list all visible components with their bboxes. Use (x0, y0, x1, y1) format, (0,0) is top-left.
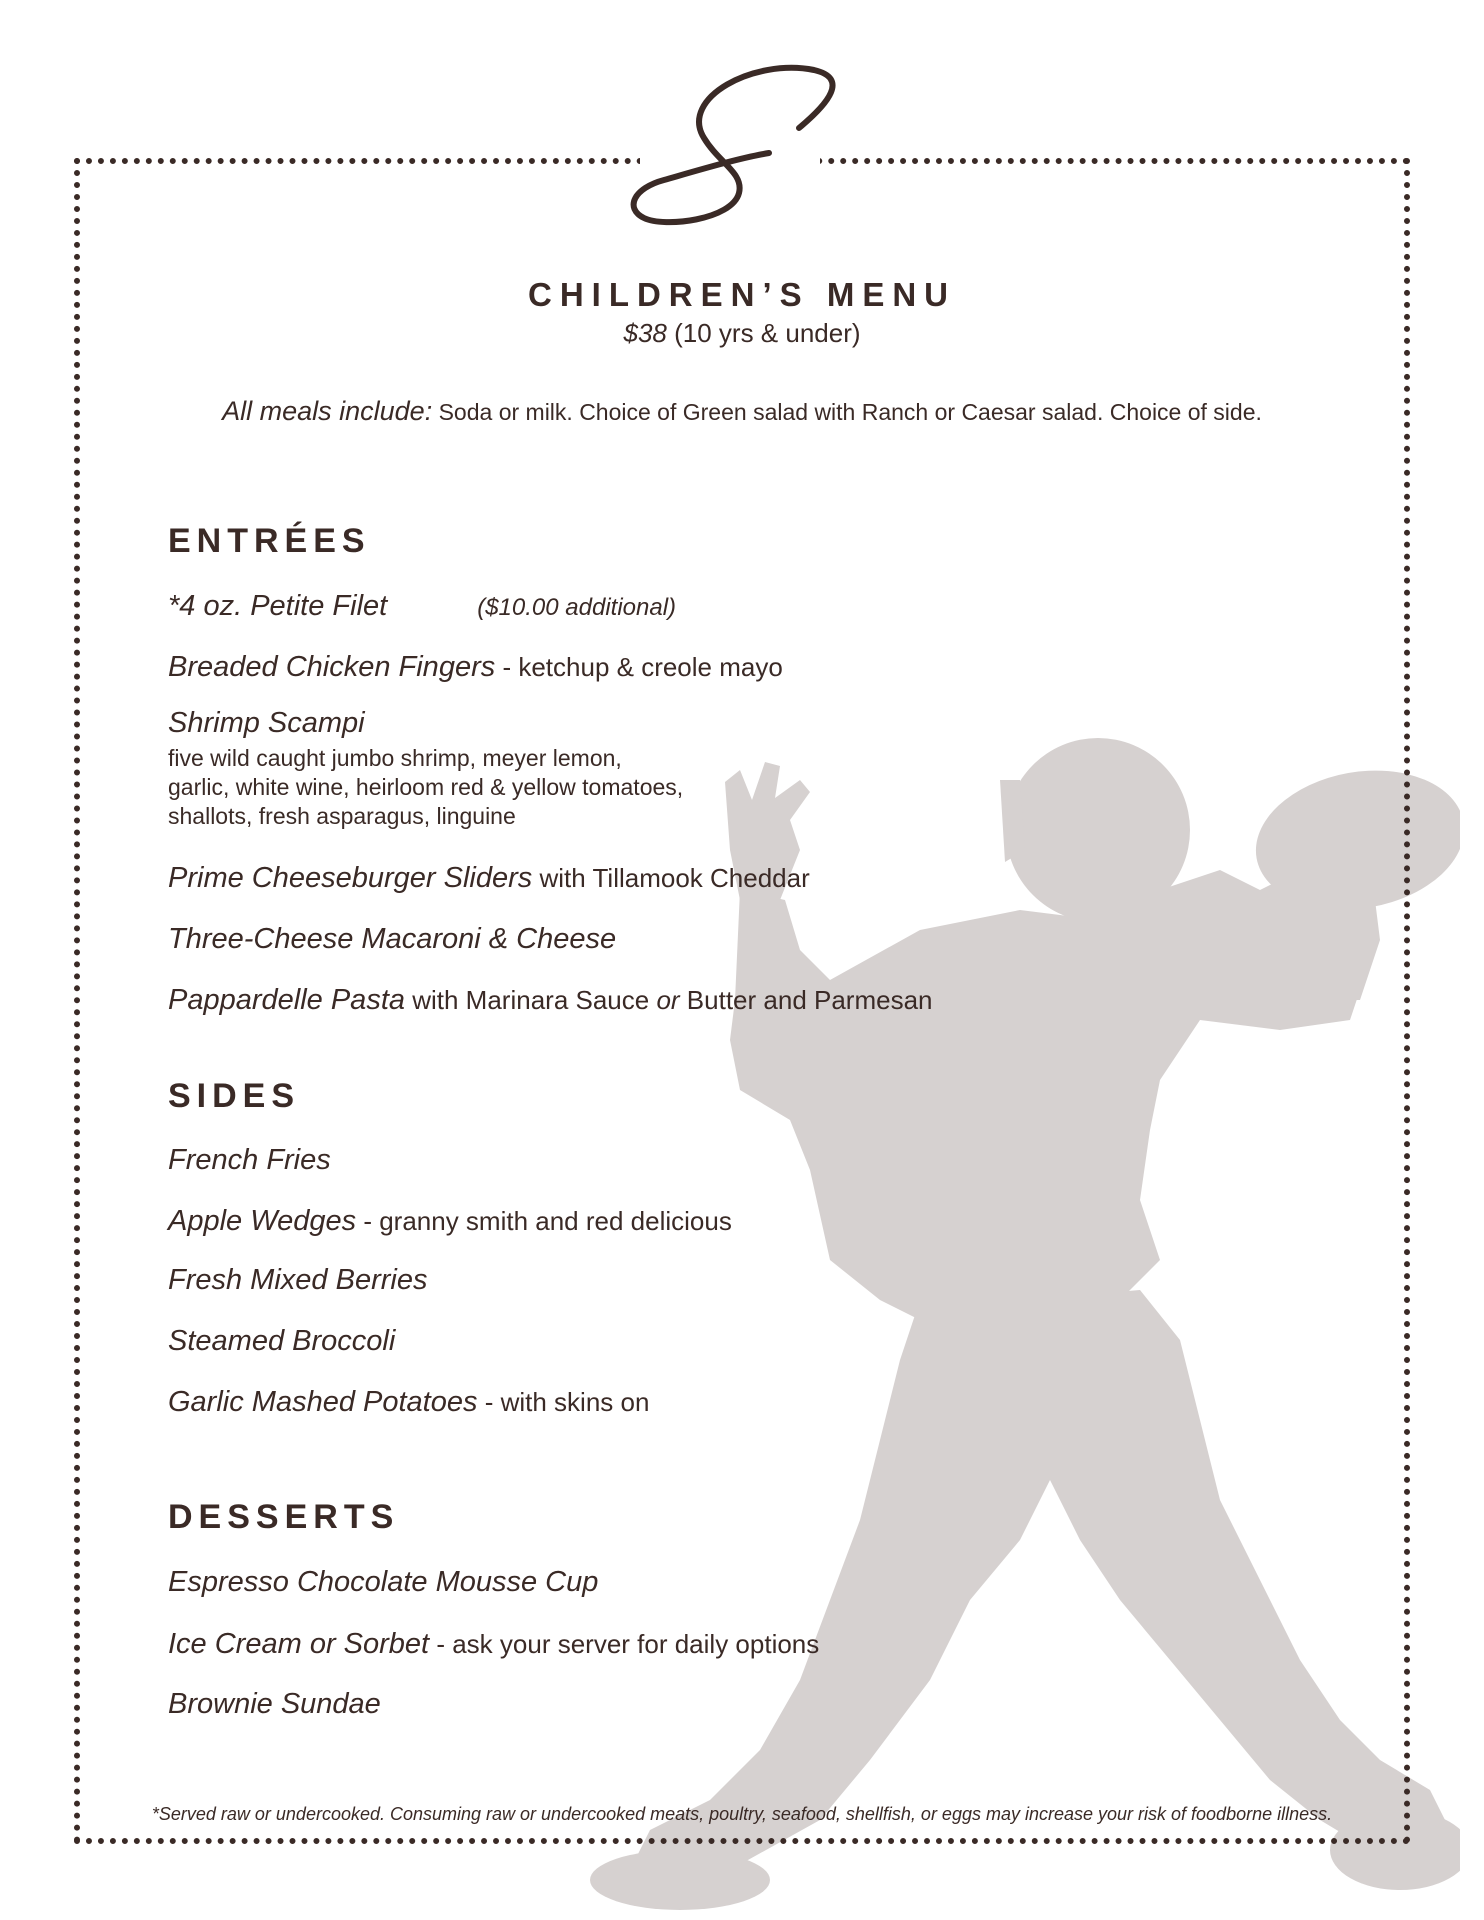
item-name: Three-Cheese Macaroni & Cheese (168, 923, 617, 955)
item-name: Breaded Chicken Fingers (168, 651, 496, 683)
includes-lead: All meals include: (222, 396, 433, 426)
item-name: Espresso Chocolate Mousse Cup (168, 1566, 599, 1598)
menu-item (168, 1205, 732, 1238)
item-description (168, 744, 683, 831)
desc-line: shallots, fresh asparagus, linguine (168, 803, 516, 829)
menu-item (168, 1264, 427, 1297)
script-s-logo-icon (624, 58, 854, 228)
sides-heading: SIDES (168, 1077, 301, 1115)
menu-item (168, 1386, 649, 1419)
menu-item (168, 1144, 331, 1177)
menu-title: CHILDREN’S MENU (527, 276, 956, 313)
meal-includes (0, 396, 1484, 427)
item-name: Garlic Mashed Potatoes (168, 1386, 478, 1418)
item-surcharge: ($10.00 additional) (477, 594, 677, 621)
item-name: Fresh Mixed Berries (168, 1264, 428, 1296)
desc-line: garlic, white wine, heirloom red & yellow tomatoes, (168, 774, 684, 800)
item-name: Shrimp Scampi (168, 707, 365, 739)
item-desc: with Tillamook Cheddar (532, 863, 810, 893)
item-desc: Butter and Parmesan (679, 985, 933, 1015)
item-name: Brownie Sundae (168, 1688, 381, 1720)
item-name: Ice Cream or Sorbet (168, 1628, 430, 1660)
item-name: Steamed Broccoli (168, 1325, 396, 1357)
desc-line: five wild caught jumbo shrimp, meyer lemon, (168, 745, 622, 771)
item-name: *4 oz. Petite Filet (168, 590, 388, 622)
price-line (0, 318, 1484, 349)
item-or: or (656, 985, 680, 1015)
age-note: (10 yrs & under) (674, 318, 861, 348)
menu-item (168, 1688, 381, 1721)
price-amount: $38 (623, 318, 667, 348)
item-name: Pappardelle Pasta (168, 984, 405, 1016)
menu-item (168, 1325, 395, 1358)
item-desc: with Marinara Sauce (405, 985, 657, 1015)
item-desc: - with skins on (477, 1387, 650, 1417)
menu-item (168, 1566, 598, 1599)
menu-item (168, 651, 783, 684)
item-name: Prime Cheeseburger Sliders (168, 862, 533, 894)
menu-item (168, 984, 933, 1017)
menu-item (168, 707, 365, 740)
desserts-heading: DESSERTS (168, 1498, 400, 1536)
item-desc: - granny smith and red delicious (356, 1206, 732, 1236)
item-desc: - ketchup & creole mayo (495, 652, 783, 682)
item-desc: - ask your server for daily options (429, 1629, 820, 1659)
menu-item (168, 923, 616, 956)
item-name: French Fries (168, 1144, 331, 1176)
menu-item (168, 590, 676, 623)
menu-item (168, 1628, 819, 1661)
entrees-heading: ENTRÉES (168, 522, 371, 560)
menu-item (168, 862, 810, 895)
item-name: Apple Wedges (168, 1205, 357, 1237)
includes-text: Soda or milk. Choice of Green salad with Ranch or Caesar salad. Choice of side. (438, 399, 1262, 425)
food-safety-footnote: *Served raw or undercooked. Consuming raw or undercooked meats, poultry, seafood, shellfish, or eggs may increase your risk of foodborne illness. (151, 1804, 1333, 1824)
